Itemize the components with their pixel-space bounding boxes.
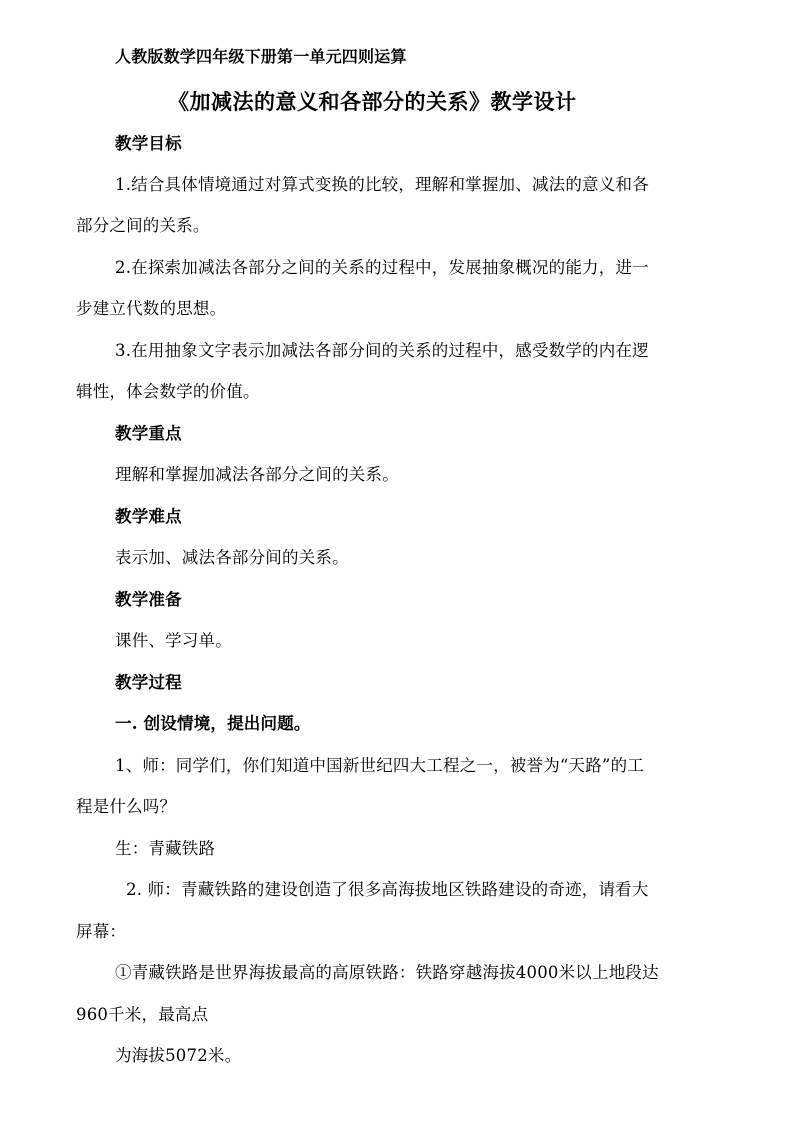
goal-2-line-2: 步建立代数的思想。 [76,299,227,318]
goal-1-line-1: 1.结合具体情境通过对算式变换的比较，理解和掌握加、减法的意义和各 [115,175,649,194]
fact-1-line-2: 960千米，最高点 [76,1005,209,1024]
prep-heading: 教学准备 [115,590,182,609]
goal-3-line-1: 3.在用抽象文字表示加减法各部分间的关系的过程中，感受数学的内在逻 [115,341,649,360]
goal-1-line-2: 部分之间的关系。 [76,216,210,235]
fact-1-line-3: 为海拔5072米。 [115,1046,242,1065]
key-text: 理解和掌握加减法各部分之间的关系。 [115,465,399,484]
key-heading: 教学重点 [115,424,182,443]
question-2-line-2: 屏幕： [76,922,127,941]
prep-text: 课件、学习单。 [115,631,232,650]
question-2-line-1: 2. 师：青藏铁路的建设创造了很多高海拔地区铁路建设的奇迹，请看大 [126,880,649,899]
question-1-line-2: 程是什么吗？ [76,797,177,816]
document-header: 人教版数学四年级下册第一单元四则运算 [115,47,407,66]
answer-1: 生：青藏铁路 [115,839,216,858]
goal-2-line-1: 2.在探索加减法各部分之间的关系的过程中，发展抽象概况的能力，进一 [115,258,649,277]
goal-3-line-2: 辑性，体会数学的价值。 [76,382,260,401]
question-1-line-1: 1、师：同学们，你们知道中国新世纪四大工程之一，被誉为“天路”的工 [115,756,644,775]
fact-1-line-1: ①青藏铁路是世界海拔最高的高原铁路：铁路穿越海拔4000米以上地段达 [115,963,659,982]
step-1-heading: 一. 创设情境，提出问题。 [115,714,311,733]
goals-heading: 教学目标 [115,134,182,153]
difficulty-heading: 教学难点 [115,507,182,526]
difficulty-text: 表示加、减法各部分间的关系。 [115,548,349,567]
process-heading: 教学过程 [115,673,182,692]
document-title: 《加减法的意义和各部分的关系》教学设计 [168,89,577,114]
